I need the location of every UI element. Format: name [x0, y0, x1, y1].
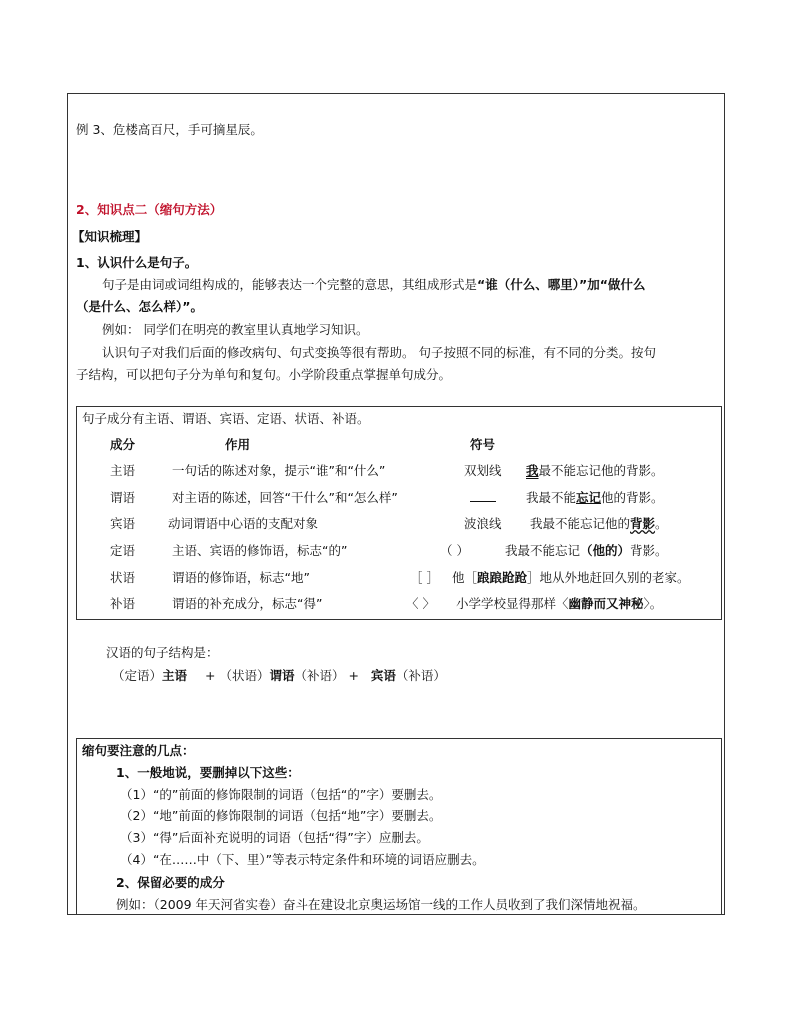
row-example [530, 516, 668, 532]
header-component: 成分 [110, 437, 136, 452]
single-line-symbol [470, 491, 496, 502]
example-pre: 我最不能忘记 [505, 543, 581, 558]
components-box [76, 406, 722, 620]
example-mark: 幽静而又神秘 [568, 596, 644, 611]
point-1-title: 1、认识什么是句子。 [76, 255, 198, 270]
example-pre: 小学学校显得那样〈 [456, 596, 569, 611]
row-desc: 一句话的陈述对象，提示“谁”和“什么” [172, 463, 386, 478]
para1-bold: “谁（什么、哪里）”加“做什么 [477, 277, 646, 292]
row-name: 主语 [110, 463, 136, 478]
row-symbol: 双划线 [464, 463, 502, 478]
para2-line2: 子结构，可以把句子分为单句和复句。小学阶段重点掌握单句成分。 [76, 367, 452, 382]
example-pre: 我最不能忘记他的 [530, 516, 631, 531]
example-mark: 踉踉跄跄 [477, 570, 528, 585]
row-example [526, 490, 664, 506]
row-name: 状语 [110, 570, 136, 585]
example-pre: 他［ [452, 570, 478, 585]
notes-title: 缩句要注意的几点： [82, 743, 195, 758]
row-name: 补语 [110, 596, 136, 611]
example-rest: 背影。 [630, 543, 668, 558]
structure-part: + （状语） [205, 668, 270, 683]
row-example [456, 596, 662, 612]
row-symbol: 波浪线 [464, 516, 502, 531]
structure-object: 宾语 [370, 668, 396, 683]
row-name: 定语 [110, 543, 136, 558]
row-symbol-line [470, 490, 496, 506]
example-3: 例 3、危楼高百尺，手可摘星辰。 [76, 122, 263, 137]
structure-part: （补语） [395, 668, 446, 683]
table-intro: 句子成分有主语、谓语、宾语、定语、状语、补语。 [82, 411, 370, 426]
row-desc: 对主语的陈述，回答“干什么”和“怎么样” [172, 490, 398, 505]
para1-line1 [102, 277, 645, 293]
row-symbol: 〈 〉 [406, 596, 435, 611]
example-sentence: 例如： 同学们在明亮的教室里认真地学习知识。 [102, 322, 369, 337]
row-example [452, 570, 690, 586]
example-rest: 最不能忘记他的背影。 [538, 463, 664, 478]
header-function: 作用 [225, 437, 251, 452]
row-desc: 谓语的补充成分，标志“得” [172, 596, 323, 611]
header-symbol: 符号 [470, 437, 496, 452]
notes-example: 例如：（2009 年天河省实卷）奋斗在建设北京奥运场馆一线的工作人员收到了我们深情地祝福。 [116, 897, 646, 912]
row-desc: 谓语的修饰语，标志“地” [172, 570, 310, 585]
notes-sub2: 2、保留必要的成分 [116, 875, 225, 890]
example-rest: 〉。 [643, 596, 663, 611]
row-example [505, 543, 668, 559]
row-desc: 动词谓语中心语的支配对象 [168, 516, 319, 531]
example-mark: （他的） [580, 543, 631, 558]
para1-text: 句子是由词或词组构成的，能够表达一个完整的意思，其组成形式是 [102, 277, 478, 292]
example-pre: 我最不能 [526, 490, 577, 505]
para1-line2: （是什么、怎么样）”。 [76, 299, 203, 314]
structure-formula [112, 668, 446, 684]
example-rest: 他的背影。 [601, 490, 664, 505]
structure-predicate: 谓语 [269, 668, 295, 683]
note-item: （2）“地”前面的修饰限制的词语（包括“地”字）要删去。 [120, 808, 442, 823]
section-2-title: 2、知识点二（缩句方法） [76, 202, 223, 217]
row-name: 谓语 [110, 490, 136, 505]
knowledge-header: 【知识梳理】 [72, 229, 148, 244]
note-item: （1）“的”前面的修饰限制的词语（包括“的”字）要删去。 [120, 787, 442, 802]
row-symbol: （ ） [440, 543, 469, 558]
note-item: （4）“在……中（下、里）”等表示特定条件和环境的词语应删去。 [120, 852, 485, 867]
row-name: 宾语 [110, 516, 136, 531]
structure-part: （补语） + [294, 668, 359, 683]
row-example [526, 463, 664, 479]
structure-part: （定语） [112, 668, 163, 683]
structure-subject: 主语 [162, 668, 188, 683]
notes-sub1: 1、一般地说，要删掉以下这些： [116, 765, 300, 780]
example-mark: 忘记 [576, 490, 602, 505]
structure-label: 汉语的句子结构是： [106, 645, 219, 660]
para2-line1: 认识句子对我们后面的修改病句、句式变换等很有帮助。 句子按照不同的标准，有不同的分类。按句 [102, 345, 656, 360]
example-rest: ］地从外地赶回久别的老家。 [527, 570, 690, 585]
example-mark: 背影 [630, 516, 656, 531]
note-item: （3）“得”后面补充说明的词语（包括“得”字）应删去。 [120, 830, 429, 845]
row-desc: 主语、宾语的修饰语，标志“的” [172, 543, 348, 558]
example-rest: 。 [655, 516, 668, 531]
row-symbol: ［ ］ [410, 570, 439, 585]
example-mark: 我 [526, 463, 539, 478]
